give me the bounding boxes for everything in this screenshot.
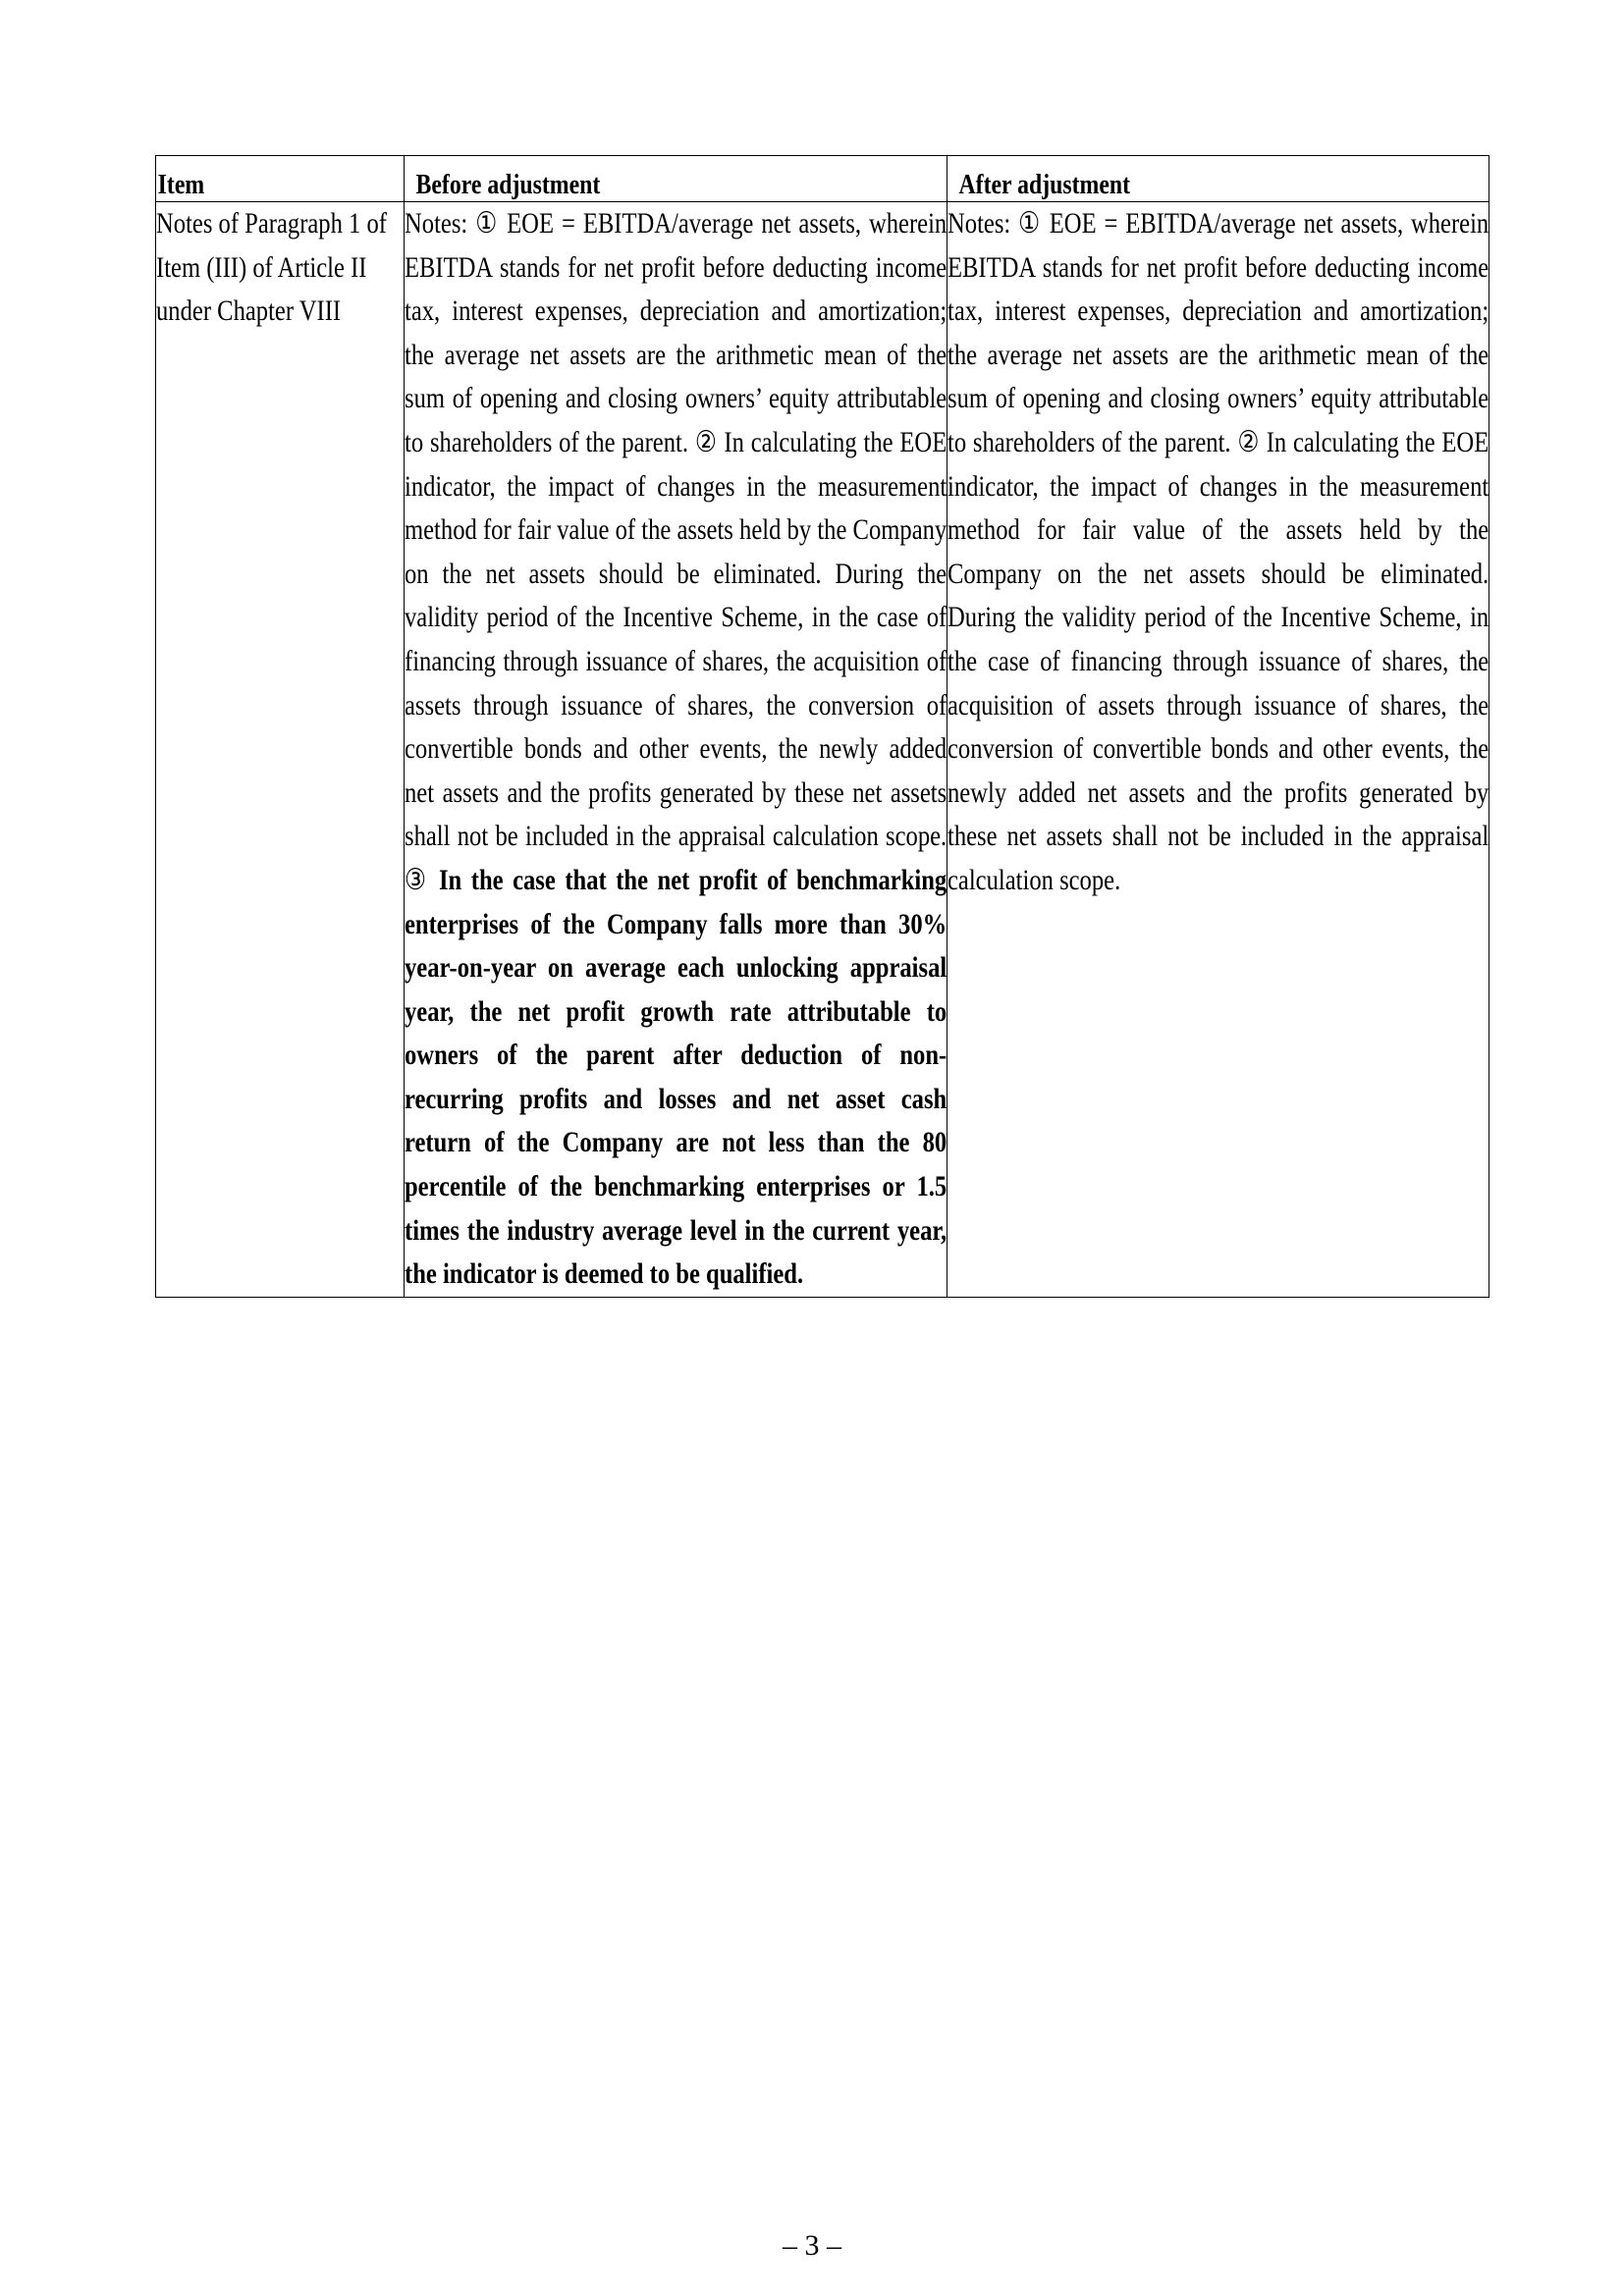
- before-bold-text: In the case that the net profit of benchmarking enterprises of the Company falls more than 30% year-on-year on average each unlocking appraisal year, the net profit growth rate attributable to owners of the parent after deduction of non-recurring profits and losses and net asset cash return of the Company are not less than the 80 percentile of the benchmarking enterprises or 1.5 times the industry average level in the current year, the indicator is deemed to be qualified.: [405, 863, 947, 1291]
- table-row: [156, 202, 1489, 1298]
- adjustment-table: [155, 155, 1489, 1298]
- header-after-adjustment: [947, 156, 1489, 202]
- header-item-label: Item: [157, 169, 205, 200]
- header-after-label: After adjustment: [958, 169, 1131, 200]
- before-regular-text: Notes: ① EOE = EBITDA/average net assets, wherein EBITDA stands for net profit before deducting income tax, interest expenses, depreciation and amortization; the average net assets are the arithmetic mean of the sum of opening and closing owners’ equity attributable to shareholders of the parent. ② In calculating the EOE indicator, the impact of changes in the measurement method for fair value of the assets held by the Company on the net assets should be eliminated. During the validity period of the Incentive Scheme, in the case of financing through issuance of shares, the acquisition of assets through issuance of shares, the conversion of convertible bonds and other events, the newly added net assets and the profits generated by these net assets shall not be included in the appraisal calculation scope. ③: [405, 207, 947, 896]
- item-cell: [156, 202, 405, 1298]
- page-number: – 3 –: [783, 2229, 841, 2262]
- header-item: [156, 156, 405, 202]
- before-adjustment-text: [405, 202, 947, 1297]
- item-text: Notes of Paragraph 1 of Item (III) of Article II under Chapter VIII: [156, 207, 388, 328]
- after-adjustment-text: Notes: ① EOE = EBITDA/average net assets, wherein EBITDA stands for net profit before deducting income tax, interest expenses, depreciation and amortization; the average net assets are the arithmetic mean of the sum of opening and closing owners’ equity attributable to shareholders of the parent. ② In calculating the EOE indicator, the impact of changes in the measurement method for fair value of the assets held by the Company on the net assets should be eliminated. During the validity period of the Incentive Scheme, in the case of financing through issuance of shares, the acquisition of assets through issuance of shares, the conversion of convertible bonds and other events, the newly added net assets and the profits generated by these net assets shall not be included in the appraisal calculation scope.: [947, 207, 1489, 896]
- header-before-adjustment: [405, 156, 947, 202]
- table-header-row: [156, 156, 1489, 202]
- header-before-label: Before adjustment: [415, 169, 601, 200]
- before-adjustment-cell: [405, 202, 947, 1298]
- after-adjustment-cell: [947, 202, 1489, 1298]
